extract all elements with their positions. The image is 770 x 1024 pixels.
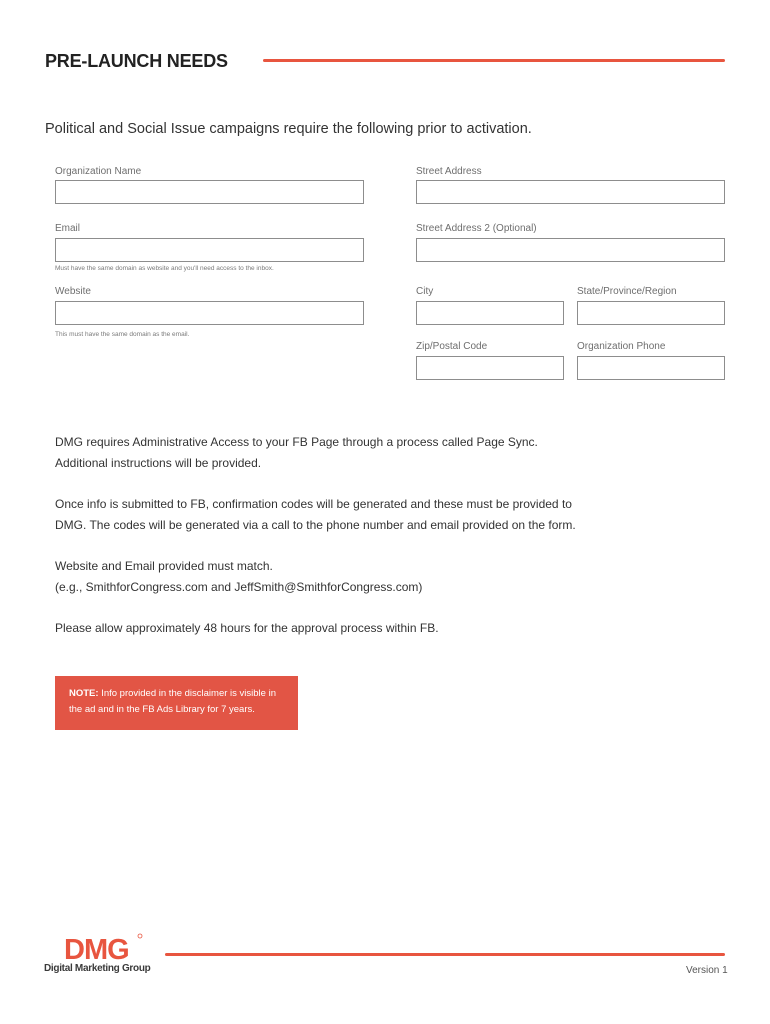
website-label: Website: [55, 286, 91, 297]
note-line-2: the ad and in the FB Ads Library for 7 years.: [69, 704, 255, 715]
confirmation-line-2: DMG. The codes will be generated via a call to the phone number and email provided on the form.: [55, 518, 576, 532]
logo-text: Digital Marketing Group: [44, 963, 151, 974]
website-hint: This must have the same domain as the email.: [55, 331, 190, 338]
domain-match-line-1: Website and Email provided must match.: [55, 559, 273, 573]
street-address-input[interactable]: [416, 180, 725, 204]
email-input[interactable]: [55, 238, 364, 262]
phone-input[interactable]: [577, 356, 725, 380]
version-label: Version 1: [686, 965, 728, 976]
page-sync-paragraph: [55, 432, 538, 474]
intro-text: Political and Social Issue campaigns require the following prior to activation.: [45, 121, 532, 137]
note-text-1: Info provided in the disclaimer is visible in: [98, 688, 276, 699]
title-divider: [263, 59, 725, 62]
street-address-2-input[interactable]: [416, 238, 725, 262]
zip-input[interactable]: [416, 356, 564, 380]
footer-divider: [165, 953, 725, 956]
domain-match-paragraph: [55, 556, 422, 598]
note-label: NOTE:: [69, 688, 99, 699]
street-address-2-label: Street Address 2 (Optional): [416, 223, 537, 234]
disclaimer-note: [55, 676, 298, 730]
email-hint: Must have the same domain as website and you'll need access to the inbox.: [55, 265, 274, 272]
page-sync-line-2: Additional instructions will be provided.: [55, 456, 262, 470]
state-input[interactable]: [577, 301, 725, 325]
registered-mark-icon: [138, 934, 142, 938]
approval-time-paragraph: Please allow approximately 48 hours for the approval process within FB.: [55, 621, 439, 635]
domain-match-line-2: (e.g., SmithforCongress.com and JeffSmith@SmithforCongress.com): [55, 580, 423, 594]
note-line-1: [69, 686, 286, 702]
logo-mark: DMG: [64, 934, 129, 966]
city-label: City: [416, 286, 434, 297]
website-input[interactable]: [55, 301, 364, 325]
page-title: PRE-LAUNCH NEEDS: [45, 51, 228, 71]
email-label: Email: [55, 223, 81, 234]
confirmation-codes-paragraph: [55, 494, 576, 536]
street-address-label: Street Address: [416, 166, 482, 177]
page-sync-line-1: DMG requires Administrative Access to your FB Page through a process called Page Sync.: [55, 435, 538, 449]
phone-label: Organization Phone: [577, 341, 666, 352]
city-input[interactable]: [416, 301, 564, 325]
organization-name-label: Organization Name: [55, 166, 142, 177]
confirmation-line-1: Once info is submitted to FB, confirmation codes will be generated and these must be provided to: [55, 497, 572, 511]
state-label: State/Province/Region: [577, 286, 677, 297]
zip-label: Zip/Postal Code: [416, 341, 488, 352]
organization-name-input[interactable]: [55, 180, 364, 204]
